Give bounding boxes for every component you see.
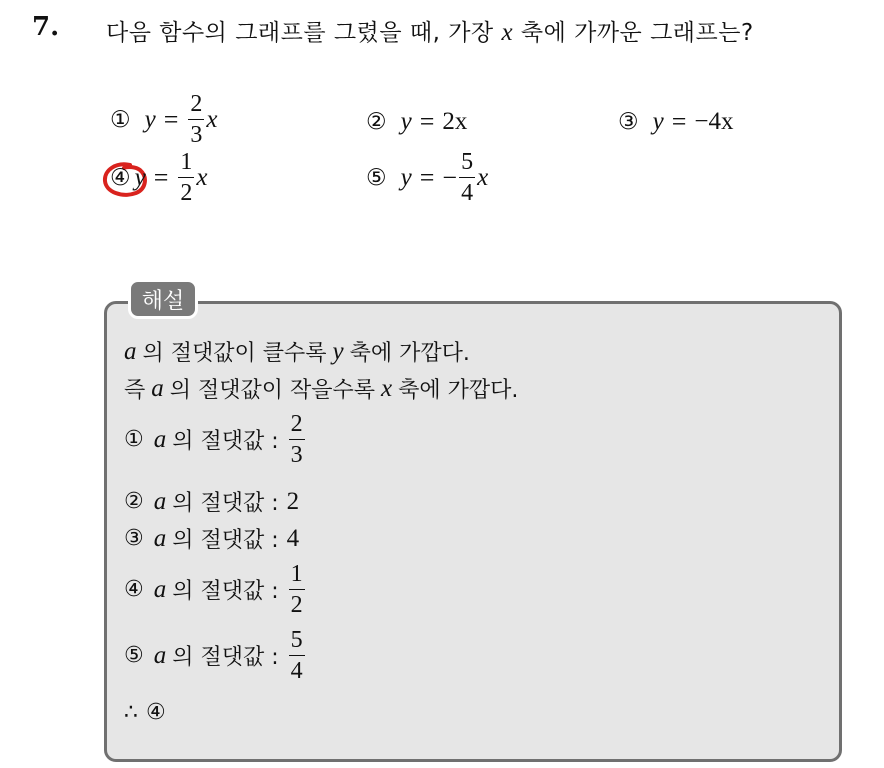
- choice-2[interactable]: [366, 107, 467, 137]
- solution-item-4-numerator: 1: [290, 561, 303, 587]
- fraction-bar: [459, 177, 475, 178]
- therefore-symbol: ∴: [124, 700, 138, 725]
- solution-item-4-var: a: [153, 575, 167, 603]
- choice-3[interactable]: [618, 107, 734, 137]
- solution-item-4-text: 의 절댓값 :: [172, 579, 279, 604]
- solution-item-3-text: 의 절댓값 :: [172, 528, 279, 553]
- choice-1-denominator: 3: [190, 122, 203, 148]
- question-number: 7.: [32, 12, 60, 42]
- choice-2-expr: 2x: [442, 108, 468, 135]
- solution-item-3-label: ③: [124, 526, 144, 551]
- solution-item-3: [124, 523, 299, 554]
- solution-item-4-fraction: [289, 562, 305, 617]
- fraction-bar: [178, 177, 194, 178]
- fraction-bar: [289, 655, 305, 656]
- solution-item-5-var: a: [153, 641, 167, 669]
- choice-1-var: x: [206, 105, 218, 133]
- solution-item-1-numerator: 2: [290, 411, 303, 437]
- choice-4-lhs: y: [134, 163, 146, 191]
- choice-4[interactable]: [110, 150, 208, 205]
- solution-line-1-var: a: [124, 337, 137, 365]
- fraction-bar: [289, 439, 305, 440]
- choice-5-lhs: y: [400, 163, 412, 191]
- solution-tag: 해설: [128, 279, 198, 319]
- choice-4-fraction: [178, 150, 194, 205]
- choice-4-label: ④: [110, 164, 131, 191]
- solution-item-4-denominator: 2: [290, 592, 303, 618]
- solution-line-2-text1: 의 절댓값이 작을수록: [169, 378, 376, 403]
- solution-line-2-text0: 즉: [124, 378, 146, 403]
- solution-item-5-fraction: [289, 628, 305, 683]
- choice-3-expr: −4x: [694, 108, 734, 135]
- solution-item-3-var: a: [153, 524, 167, 552]
- choice-5-label: ⑤: [366, 164, 387, 191]
- choice-5-fraction: [459, 150, 475, 205]
- choice-1-eq: =: [163, 104, 179, 134]
- solution-item-1-var: a: [153, 425, 167, 453]
- question-text-after: 축에 가까운 그래프는?: [520, 20, 754, 46]
- solution-item-5: [124, 628, 307, 683]
- solution-item-2: [124, 486, 299, 517]
- choice-3-lhs: y: [652, 108, 664, 135]
- solution-item-1-denominator: 3: [290, 442, 303, 468]
- choice-2-eq: =: [419, 107, 435, 136]
- fraction-bar: [188, 119, 204, 120]
- choice-2-lhs: y: [400, 108, 412, 135]
- choice-1-numerator: 2: [190, 91, 203, 117]
- solution-line-2-text2: 축에 가깝다.: [398, 378, 519, 403]
- solution-line-2-var: a: [151, 374, 164, 402]
- choice-5-minus: −: [442, 162, 458, 192]
- choice-4-eq: =: [153, 162, 169, 192]
- choice-1-fraction: [188, 92, 204, 147]
- fraction-bar: [289, 589, 305, 590]
- choice-1[interactable]: [110, 92, 218, 147]
- solution-item-5-label: ⑤: [124, 643, 144, 668]
- choice-2-label: ②: [366, 109, 387, 135]
- choice-5-numerator: 5: [461, 149, 474, 175]
- question-text-before: 다음 함수의 그래프를 그렸을 때, 가장: [106, 20, 494, 46]
- solution-item-5-numerator: 5: [290, 627, 303, 653]
- solution-item-2-var: a: [153, 487, 167, 515]
- solution-item-1-label: ①: [124, 427, 144, 452]
- choice-4-denominator: 2: [180, 180, 193, 206]
- choice-1-label: ①: [110, 106, 131, 133]
- choice-5-denominator: 4: [461, 180, 474, 206]
- solution-conclusion: [124, 700, 166, 725]
- solution-item-2-text: 의 절댓값 :: [172, 491, 279, 516]
- choice-3-label: ③: [618, 109, 639, 135]
- choice-4-numerator: 1: [180, 149, 193, 175]
- solution-item-1-text: 의 절댓값 :: [172, 429, 279, 454]
- question-text: [106, 14, 754, 47]
- solution-item-1-fraction: [289, 412, 305, 467]
- solution-item-5-denominator: 4: [290, 658, 303, 684]
- solution-item-2-label: ②: [124, 489, 144, 514]
- choice-5-eq: =: [419, 162, 435, 192]
- solution-item-1: [124, 412, 307, 467]
- final-answer: ④: [146, 700, 166, 725]
- solution-item-3-value: 4: [286, 524, 300, 552]
- question-var: x: [501, 19, 514, 46]
- solution-line-1-var2: y: [332, 337, 344, 365]
- solution-line-1-text1: 의 절댓값이 클수록: [142, 341, 327, 366]
- choice-3-eq: =: [671, 107, 687, 136]
- solution-item-5-text: 의 절댓값 :: [172, 645, 279, 670]
- choice-5[interactable]: [366, 150, 488, 205]
- solution-line-1-text2: 축에 가깝다.: [349, 341, 470, 366]
- choice-4-var: x: [196, 163, 208, 191]
- choice-1-lhs: y: [144, 105, 156, 133]
- solution-line-2: [124, 373, 518, 404]
- solution-item-4-label: ④: [124, 577, 144, 602]
- solution-line-2-var2: x: [381, 374, 393, 402]
- solution-item-4: [124, 562, 307, 617]
- solution-item-2-value: 2: [286, 487, 300, 515]
- solution-line-1: [124, 336, 470, 367]
- choice-5-var: x: [477, 163, 489, 191]
